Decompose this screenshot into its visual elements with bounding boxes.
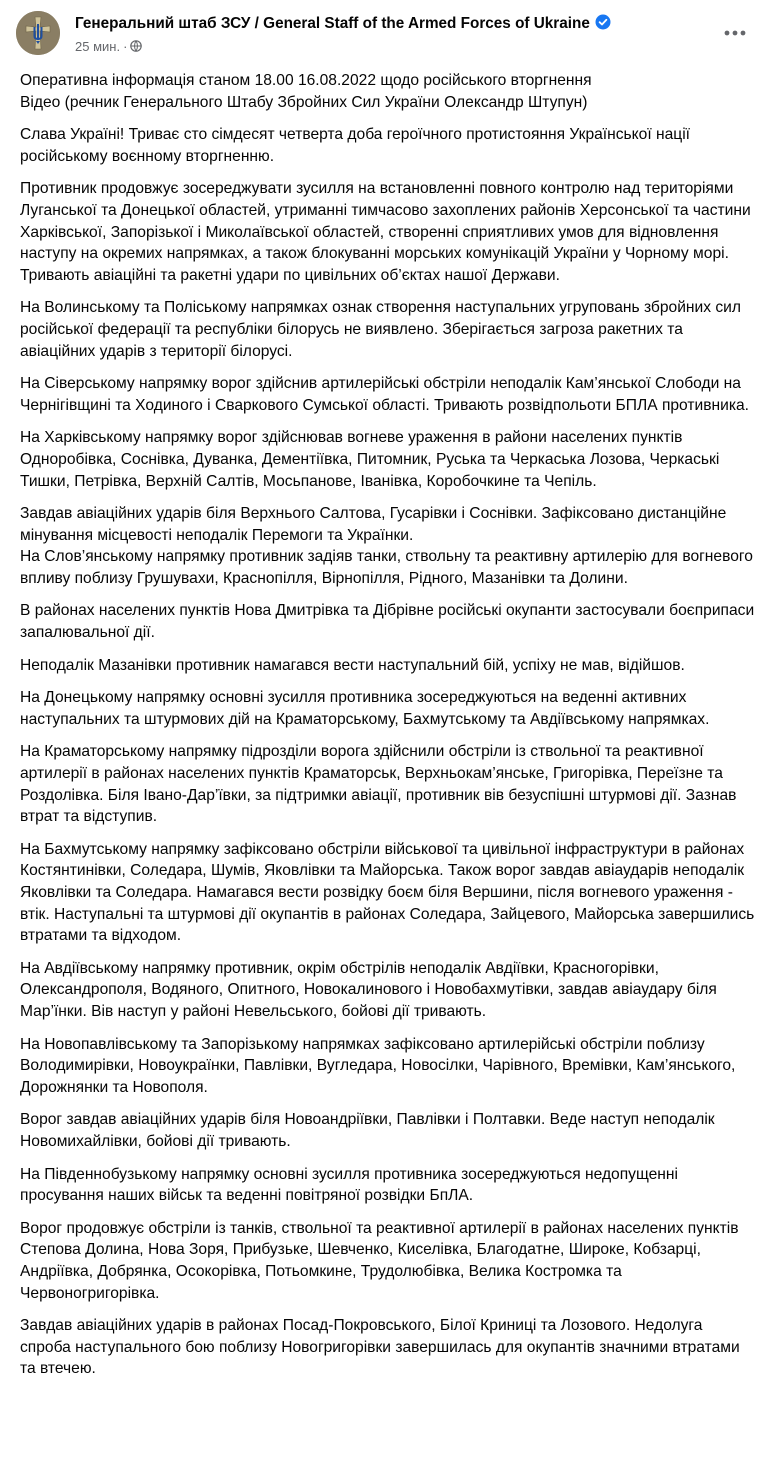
post-paragraph: Противник продовжує зосереджувати зусилля на встановленні повного контролю над територіями Луганської та Донецької областей, утриманні тимчасово захоплених районів Херсонської та частини Харківської, Запорізької і Миколаївської областей, створенні сприятливих умов для відновлення наступу на окремих напрямках, а також блокуванні морських комунікацій України у Чорному морі. Тривають авіаційні та ракетні удари по цивільних об’єктах нашої Держави. xyxy=(20,180,751,284)
post-paragraph: Слава Україні! Триває сто сімдесят четверта доба героїчного протистояння Української нації російському воєнному вторгненню. xyxy=(20,126,691,165)
page-avatar[interactable] xyxy=(16,11,60,55)
post-paragraph: На Бахмутському напрямку зафіксовано обстріли військової та цивільної інфраструктури в районах Костянтинівки, Соледара, Шумів, Яковлівки та Майорська. Також ворог завдав авіаударів неподалік Яковлівки та Соледара. Намагався вести розвідку боєм біля Вершини, після вогневого ураження - втік. Наступальні та штурмові дії окупантів в районах Соледара, Зайцевого, Майорська завершились втратами та відходом. xyxy=(20,840,755,945)
page-name[interactable] xyxy=(75,14,611,34)
armed-forces-emblem-icon xyxy=(16,11,60,55)
post-paragraph: Завдав авіаційних ударів в районах Посад-Покровського, Білої Криниці та Лозового. Недолуга спроба наступального бою поблизу Новогригорівки завершилась для окупантів значними втратами та втечею. xyxy=(20,1317,740,1378)
post-paragraph: На Новопавлівському та Запорізькому напрямках зафіксовано артилерійські обстріли поблизу Володимирівки, Новоукраїнки, Павлівки, Вугледара, Новосілки, Чарівного, Времівки, Кам’янського, Дорожнянки та Новополя. xyxy=(20,1035,736,1096)
post-paragraph: Ворог продовжує обстріли із танків, ствольної та реактивної артилерії в районах населених пунктів Степова Долина, Нова Зоря, Прибузьке, Шевченко, Киселівка, Благодатне, Широке, Кобзарці, Андріївка, Добрянка, Осокорівка, Потьомкине, Трудолюбівка, Велика Костромка та Червоногригорівка. xyxy=(20,1219,739,1302)
verified-badge-icon xyxy=(595,14,611,30)
post-paragraph: На Волинському та Поліському напрямках ознак створення наступальних угруповань збройних сил російської федерації та республіки білорусь не виявлено. Зберігається загроза ракетних та авіаційних ударів з території білорусі. xyxy=(20,299,741,360)
page-name-text[interactable]: Генеральний штаб ЗСУ / General Staff of the Armed Forces of Ukraine xyxy=(75,15,590,32)
post-body xyxy=(20,70,755,1391)
post-paragraph: Оперативна інформація станом 18.00 16.08.2022 щодо російського вторгнення Відео (речник Генерального Штабу Збройних Сил України Олександр Штупун) xyxy=(20,72,592,111)
globe-icon[interactable] xyxy=(130,39,142,51)
post-paragraph: На Краматорському напрямку підрозділи ворога здійснили обстріли із ствольної та реактивної артилерії в районах населених пунктів Краматорськ, Верхньокам’янське, Григорівка, Переїзне та Роздолівка. Біля Івано-Дар’ївки, за підтримки авіації, противник вів безуспішні штурмові дії. Зазнав втрат та відступив. xyxy=(20,743,737,826)
post-paragraph: Неподалік Мазанівки противник намагався вести наступальний бій, успіху не мав, відійшов. xyxy=(20,656,685,674)
more-options-button[interactable] xyxy=(717,22,753,44)
post-paragraph: На Сіверському напрямку ворог здійснив артилерійські обстріли неподалік Кам’янської Слободи на Чернігівщині та Ходиного і Сваркового Сумської області. Тривають розвідпольоти БПЛА противника. xyxy=(20,375,750,414)
post-paragraph: Ворог завдав авіаційних ударів біля Новоандріївки, Павлівки і Полтавки. Веде наступ неподалік Новомихайлівки, бойові дії тривають. xyxy=(20,1111,715,1150)
meta-separator: · xyxy=(123,39,128,54)
post-header xyxy=(0,0,769,68)
post-paragraph: На Донецькому напрямку основні зусилля противника зосереджуються на веденні активних наступальних та штурмових дій на Краматорському, Бахмутському та Авдіївському напрямках. xyxy=(20,689,710,728)
post-paragraph: На Харківському напрямку ворог здійснював вогневе ураження в райони населених пунктів Одноробівка, Соснівка, Дуванка, Дементіївка, Питомник, Руська та Черкаська Лозова, Черкаські Тишки, Петрівка, Верхній Салтів, Мосьпанове, Іванівка, Коробочкине та Чепіль. xyxy=(20,429,720,490)
post-timestamp[interactable]: 25 мин. xyxy=(75,39,121,54)
post-paragraph: Завдав авіаційних ударів біля Верхнього Салтова, Гусарівки і Соснівки. Зафіксовано дистанційне мінування місцевості неподалік Перемоги та Українки. На Слов’янському напрямку противник задіяв танки, ствольну та реактивну артилерію для вогневого впливу поблизу Грушувахи, Краснопілля, Вірнопілля, Рідного, Мазанівки та Долини. xyxy=(20,505,753,587)
post-meta xyxy=(75,38,142,56)
more-options-icon xyxy=(717,22,753,44)
post-paragraph: На Південнобузькому напрямку основні зусилля противника зосереджуються недопущенні просування наших військ та веденні повітряної розвідки БпЛА. xyxy=(20,1165,678,1205)
post-paragraph: В районах населених пунктів Нова Дмитрівка та Дібрівне російські окупанти застосували боєприпаси запалювальної дії. xyxy=(20,602,755,642)
post-paragraph: На Авдіївському напрямку противник, окрім обстрілів неподалік Авдіївки, Красногорівки, Олександрополя, Водяного, Опитного, Новокалинового і Новобахмутівки, завдав авіаудару біля Мар’їнки. Вів наступ у районі Невельського, бойові дії тривають. xyxy=(20,959,717,1020)
